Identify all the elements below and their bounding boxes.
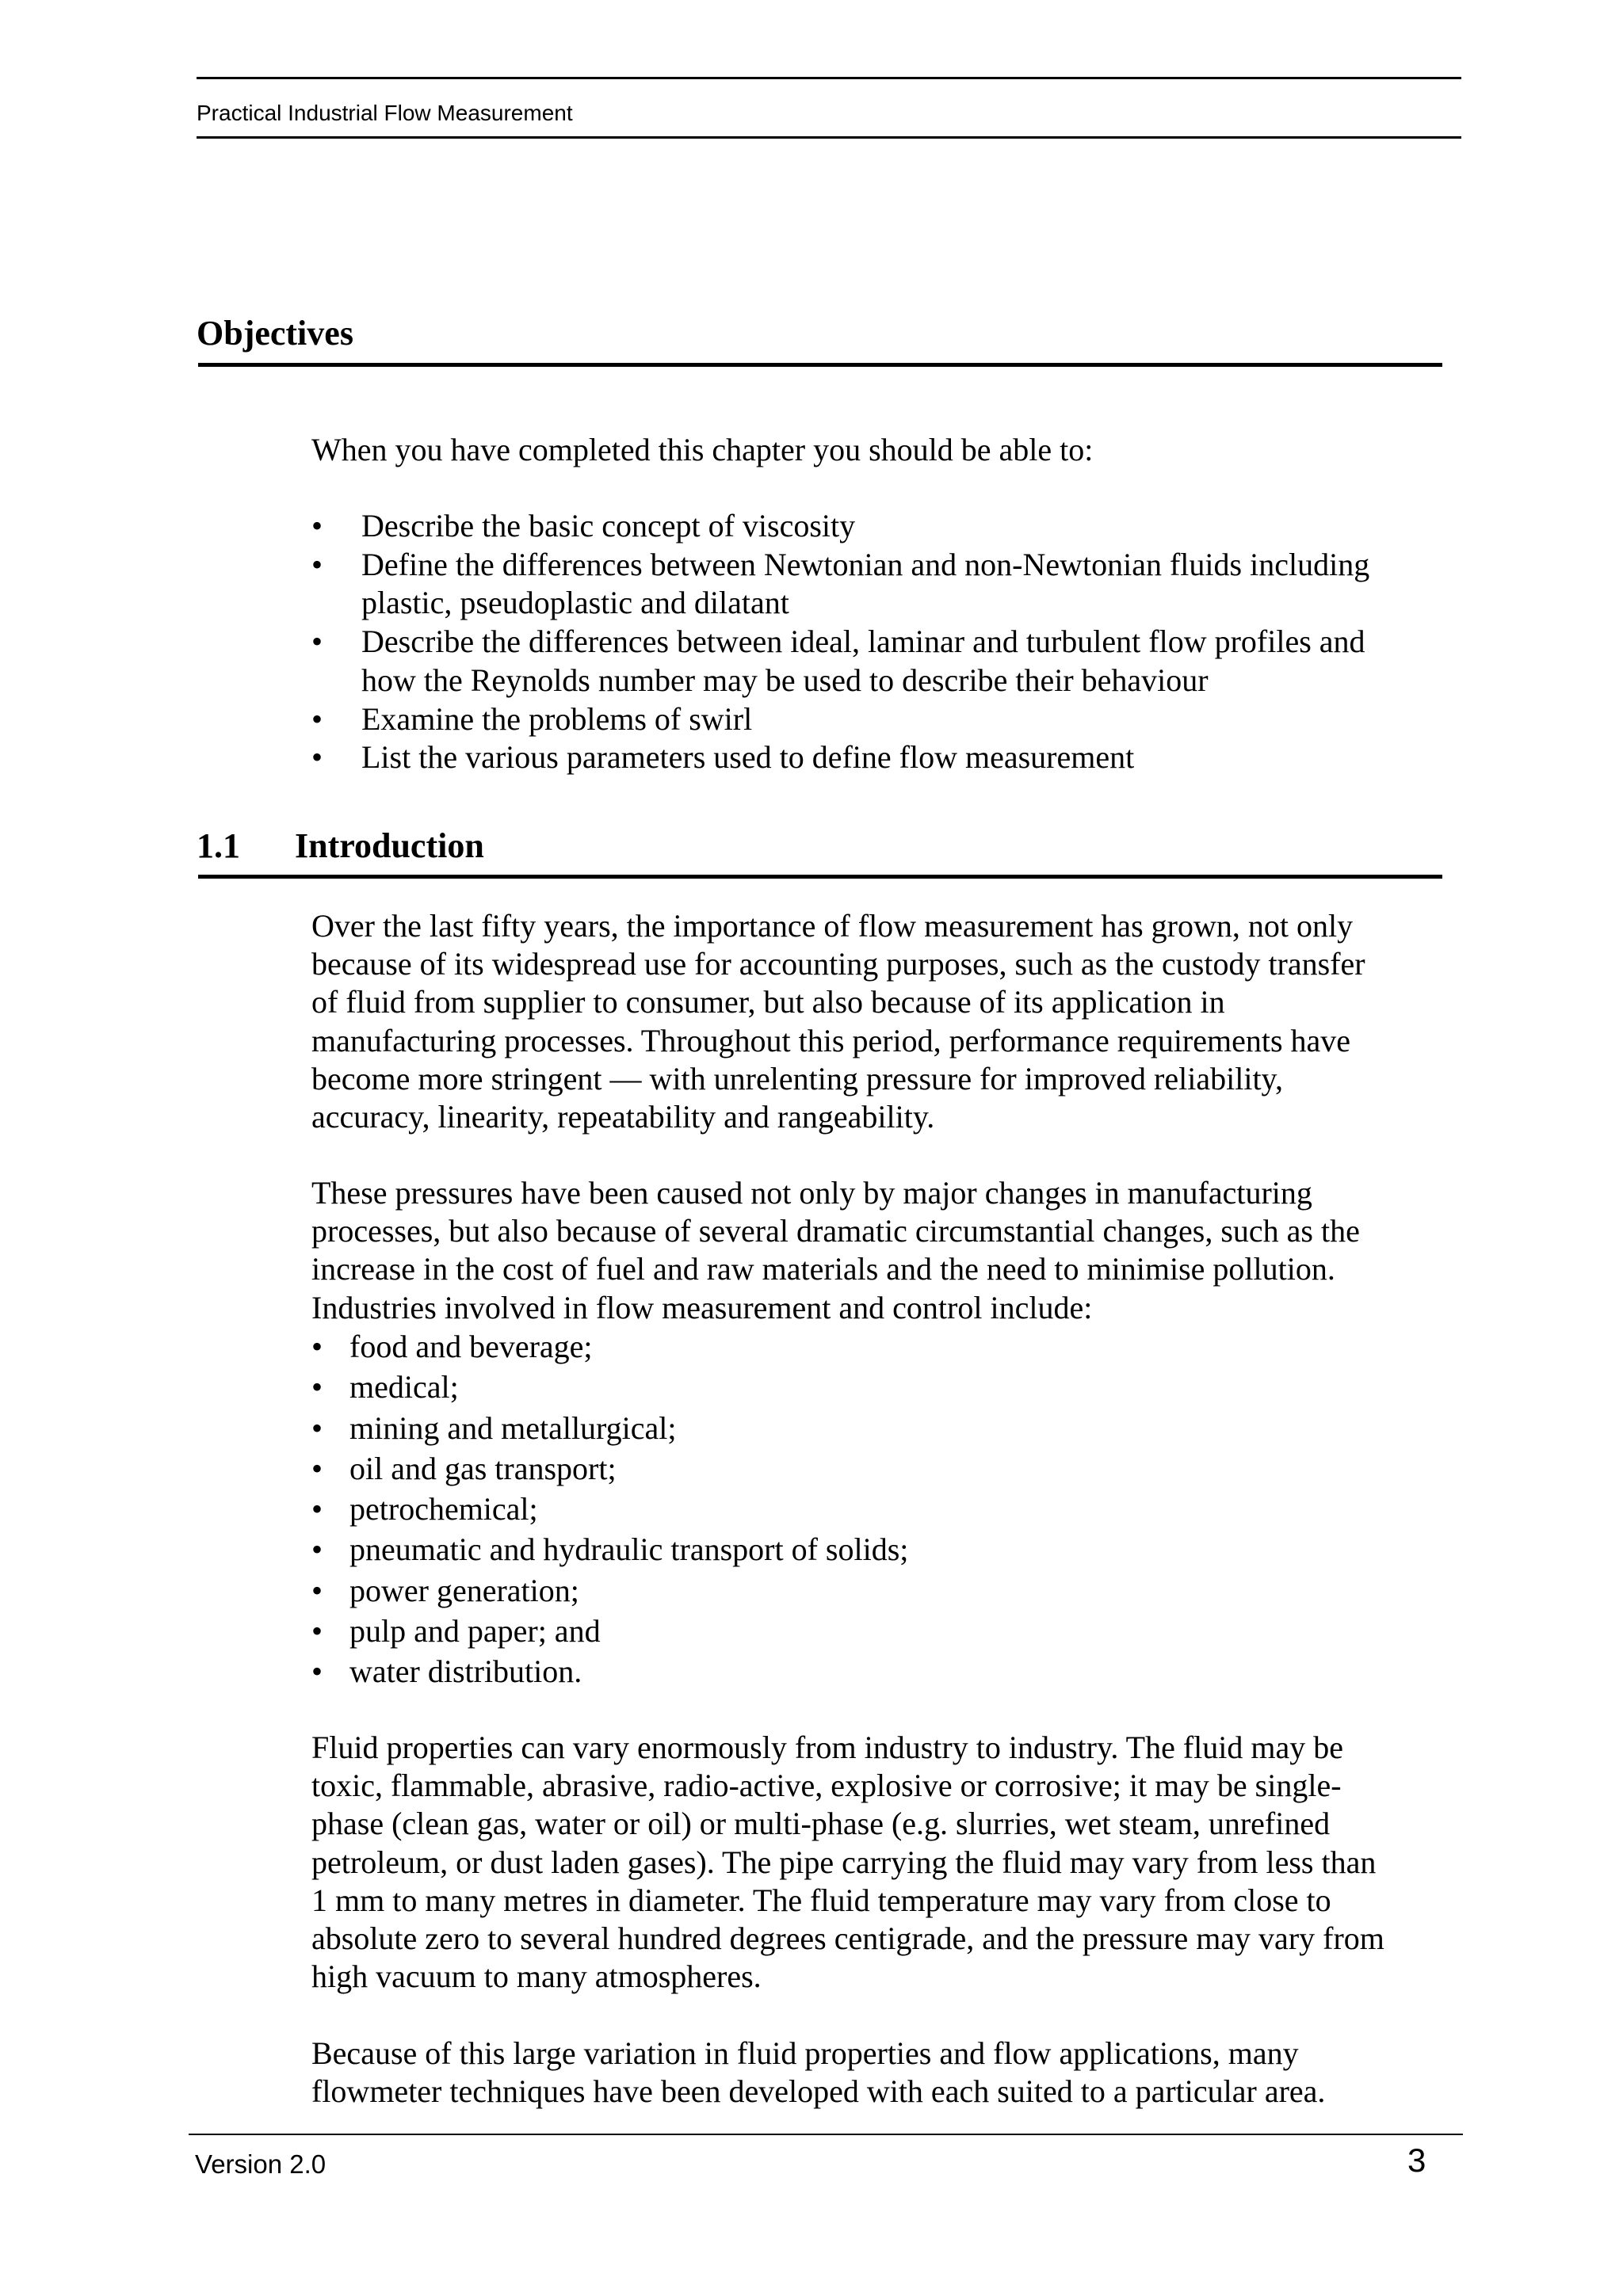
bullet: • (311, 700, 323, 737)
section-number: 1.1 (197, 826, 240, 865)
industry-item: • pneumatic and hydraulic transport of solids; (311, 1529, 1468, 1569)
industry-item: • mining and metallurgical; (311, 1408, 1468, 1448)
bullet: • (311, 546, 323, 582)
footer-version: Version 2.0 (195, 2149, 327, 2179)
introduction-paragraph-3: Fluid properties can vary enormously from industry to industry. The fluid may be toxic, flammable, abrasive, radio-active, explosive or corrosive; it may be single- phase (clean gas, water or oil) or multi-phase (e.g. slurries, wet steam, unrefined petroleum, or dust laden gases). The pipe carrying the fluid may vary from less than 1 mm to many metres in diameter. The fluid temperature may vary from close to absolute zero to several hundred degrees centigrade, and the pressure may vary from high vacuum to many atmospheres. (311, 1730, 1384, 1995)
bullet: • (311, 1369, 323, 1405)
introduction-paragraph-1: Over the last fifty years, the importance of flow measurement has grown, not only because of its widespread use for accounting purposes, such as the custody transfer of fluid from supplier to consumer, but also because of its application in manufacturing processes. Throughout this period, performance requirements have become more stringent — with unrelenting pressure for improved reliability, accuracy, linearity, repeatability and rangeability. (311, 908, 1365, 1135)
bullet: • (311, 1613, 323, 1650)
industry-item: • water distribution. (311, 1651, 1468, 1691)
bullet: • (311, 739, 323, 776)
industry-item: • oil and gas transport; (311, 1448, 1468, 1489)
industry-item: • medical; (311, 1367, 1468, 1407)
page-number: 3 (1407, 2142, 1426, 2179)
objectives-intro: When you have completed this chapter you should be able to: (311, 432, 1094, 467)
bullet: • (311, 1531, 323, 1568)
objective-item: • Examine the problems of swirl (311, 700, 1468, 739)
bullet: • (311, 1329, 323, 1364)
introduction-heading-rule (198, 875, 1442, 879)
introduction-heading (197, 826, 484, 867)
industry-item: • power generation; (311, 1570, 1468, 1611)
industry-item: • pulp and paper; and (311, 1611, 1468, 1651)
footer-rule (189, 2134, 1463, 2135)
bullet: • (311, 1653, 323, 1690)
section-title: Introduction (295, 826, 484, 865)
industry-item: • petrochemical; (311, 1489, 1468, 1529)
header-top-rule (197, 77, 1461, 79)
objectives-list (311, 507, 1468, 777)
header-bottom-rule (197, 136, 1461, 139)
objective-item: • List the various parameters used to define flow measurement (311, 738, 1468, 777)
bullet: • (311, 1409, 323, 1446)
bullet: • (311, 624, 323, 660)
introduction-paragraph-2: These pressures have been caused not only by major changes in manufacturing processes, but also because of several dramatic circumstantial changes, such as the increase in the cost of fuel and raw materials and the need to minimise pollution. Industries involved in flow measurement and control include: (311, 1175, 1360, 1325)
objective-item: • Describe the differences between ideal, laminar and turbulent flow profiles and how the Reynolds number may be used to describe their behaviour (311, 624, 1365, 698)
objective-item: • Describe the basic concept of viscosity (311, 507, 1468, 546)
bullet: • (311, 1572, 323, 1608)
bullet: • (311, 508, 323, 543)
objectives-heading: Objectives (197, 314, 353, 353)
introduction-paragraph-4: Because of this large variation in fluid properties and flow applications, many flowmeter techniques have been developed with each suited to a particular area. (311, 2035, 1326, 2110)
objectives-heading-rule (198, 363, 1442, 367)
running-header-title: Practical Industrial Flow Measurement (197, 101, 573, 125)
industries-list (311, 1326, 1468, 1692)
bullet: • (311, 1491, 323, 1527)
industry-item: • food and beverage; (311, 1326, 1468, 1367)
bullet: • (311, 1450, 323, 1486)
objective-item: • Define the differences between Newtonian and non-Newtonian fluids including plastic, pseudoplastic and dilatant (311, 546, 1370, 621)
